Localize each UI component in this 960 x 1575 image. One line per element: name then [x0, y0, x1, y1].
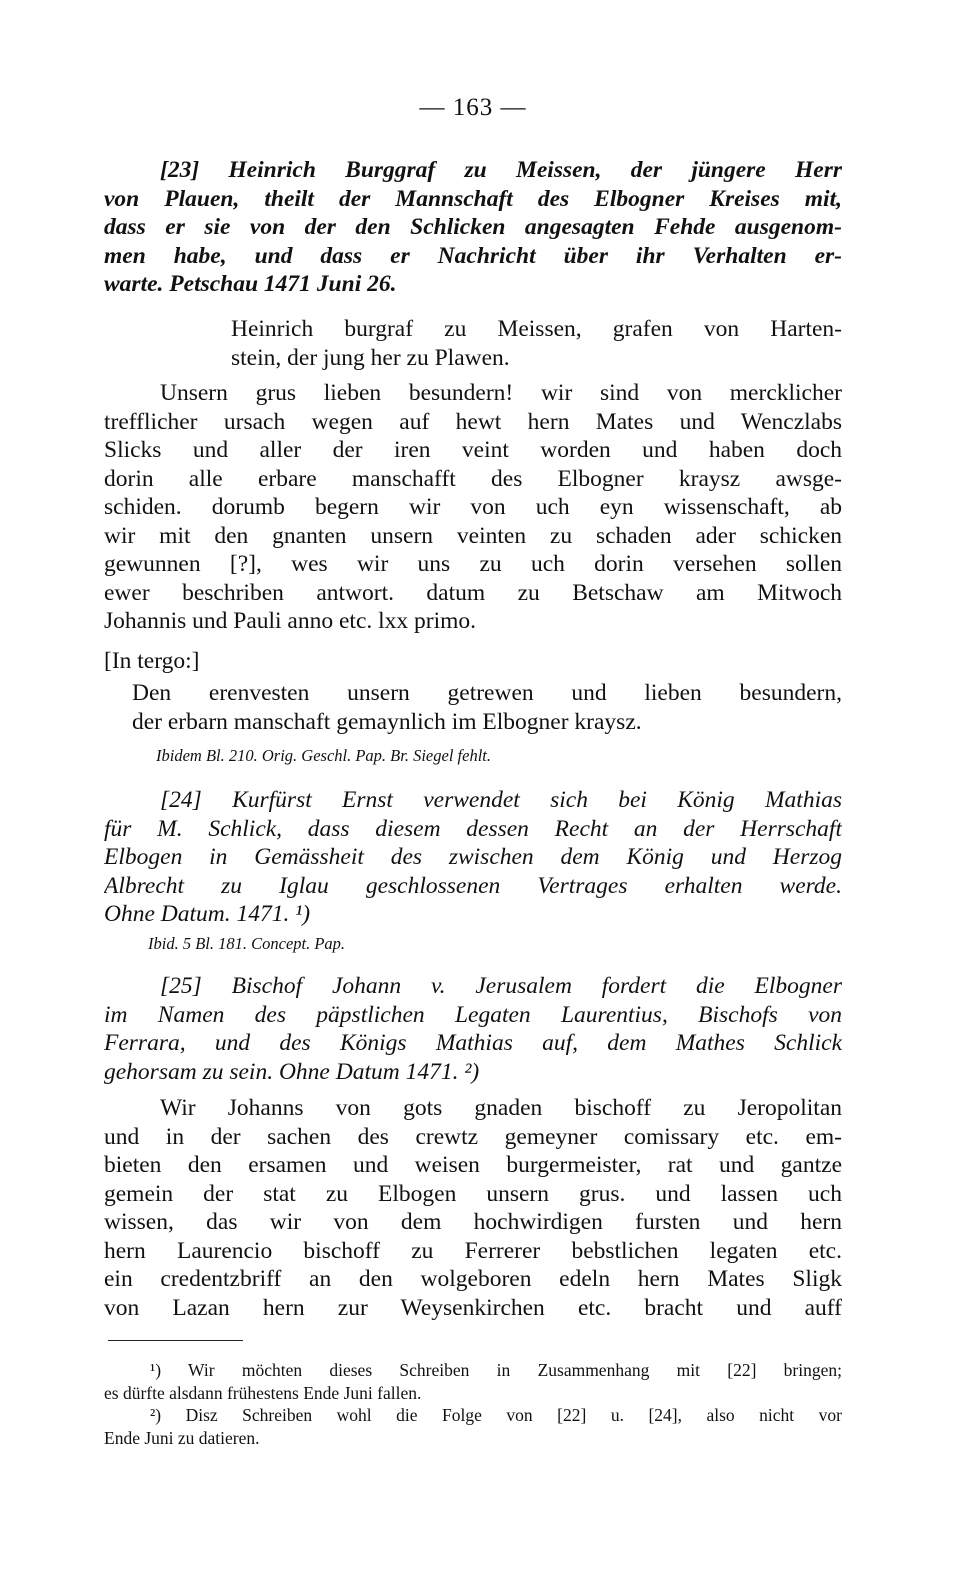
doc23-body-line: gewunnen [?], wes wir uns zu uch dorin versehen sollen	[104, 551, 842, 577]
doc24-heading-line: [24] Kurfürst Ernst verwendet sich bei König Mathias	[160, 787, 842, 813]
doc23-body-line: treffliсher ursach wegen auf hewt hern Mates und Wenczlabs	[104, 408, 842, 435]
doc25-body-line: wissen, das wir von dem hochwirdigen fursten und hern	[104, 1209, 842, 1235]
doc23-heading-line: von Plauen, theilt der Mannschaft des Elbogner Kreises mit,	[104, 185, 842, 212]
doc25-body	[104, 1094, 842, 1322]
footnote-line: Ende Juni zu datieren.	[104, 1427, 260, 1448]
doc23-tergo	[104, 647, 842, 676]
footnote-rule	[108, 1340, 243, 1341]
source-note: Ibidem Bl. 210. Orig. Geschl. Pap. Br. Siegel fehlt.	[156, 746, 491, 765]
page-number: — 163 —	[419, 94, 527, 121]
doc25-body-line: und in der sachen des crewtz gemeyner comissary etc. em-	[104, 1123, 842, 1150]
doc23-body-line: Unsern grus lieben besundern! wir sind von mercklicher	[160, 380, 842, 406]
doc23-sender	[104, 315, 842, 372]
doc25-heading-line: [25] Bischof Johann v. Jerusalem fordert die Elbogner	[160, 973, 842, 999]
footnote-line: ¹) Wir möchten dieses Schreiben in Zusammenhang mit [22] bringen;	[150, 1360, 842, 1380]
doc25-body-line: bieten den ersamen und weisen burgermeister, rat und gantze	[104, 1152, 842, 1178]
footnotes	[104, 1359, 842, 1449]
doc24-source	[104, 933, 886, 955]
doc24-heading-line: für M. Schlick, dass diesem dessen Recht an der Herrschaft	[104, 815, 842, 842]
tergo-label: [In tergo:]	[104, 648, 200, 674]
doc23-heading-line: dass er sie von der den Schlicken angesagten Fehde ausgenom-	[104, 214, 842, 240]
doc25-body-line: Wir Johanns von gots gnaden bischoff zu Jeropolitan	[160, 1095, 842, 1121]
doc23-sender-line: stein, der jung her zu Plawen.	[231, 344, 510, 371]
doc23-address	[104, 679, 842, 736]
doc24-heading-line: Elbogen in Gemässheit des zwischen dem König und Herzog	[104, 844, 842, 870]
doc23-body	[104, 379, 842, 636]
source-note: Ibid. 5 Bl. 181. Concept. Pap.	[148, 934, 346, 953]
doc24-heading	[104, 786, 842, 929]
doc23-body-line: Slicks und aller der iren veint worden und haben doch	[104, 437, 842, 463]
doc23-body-line: ewer beschriben antwort. datum zu Betschaw am Mitwoch	[104, 579, 842, 606]
doc24-heading-line: Albrecht zu Iglau geschlossenen Vertrages erhalten werde.	[104, 872, 842, 899]
doc25-heading-line: gehorsam zu sein. Ohne Datum 1471. ²)	[104, 1058, 480, 1085]
doc23-body-line: dorin alle erbare manschafft des Elbogner kraysz awsge-	[104, 465, 842, 492]
doc24-heading-line: Ohne Datum. 1471. ¹)	[104, 901, 311, 927]
doc25-body-line: gemein der stat zu Elbogen unsern grus. und lassen uch	[104, 1180, 842, 1207]
doc23-sender-line: Heinrich burgraf zu Meissen, grafen von Harten-	[231, 316, 842, 342]
doc25-body-line: von Lazan hern zur Weysenkirchen etc. bracht und auff	[104, 1294, 842, 1321]
doc23-heading-line: men habe, und dass er Nachricht über ihr Verhalten er-	[104, 242, 842, 269]
doc23-body-line: Johannis und Pauli anno etc. lxx primo.	[104, 608, 477, 634]
doc23-heading-line: [23] Heinrich Burggraf zu Meissen, der jüngere Herr	[160, 157, 842, 183]
doc25-heading	[104, 972, 842, 1086]
footnote-line: ²) Disz Schreiben wohl die Folge von [22] u. [24], also nicht vor	[150, 1405, 842, 1425]
doc23-heading	[104, 156, 842, 299]
doc23-address-line: Den erenvesten unsern getrewen und lieben besundern,	[132, 680, 842, 706]
doc23-source	[104, 745, 894, 767]
doc25-heading-line: im Namen des päpstlichen Legaten Laurentius, Bischofs von	[104, 1001, 842, 1028]
footnote-line: es dürfte alsdann frühestens Ende Juni fallen.	[104, 1382, 422, 1403]
doc23-address-line: der erbarn manschaft gemaynlich im Elbogner kraysz.	[132, 708, 642, 735]
doc23-body-line: wir mit den gnanten unsern veinten zu schaden ader schicken	[104, 522, 842, 549]
doc25-body-line: hern Laurencio bischoff zu Ferrerer bebstlichen legaten etc.	[104, 1237, 842, 1264]
doc25-body-line: ein credentzbriff an den wolgeboren edeln hern Mates Sligk	[104, 1266, 842, 1292]
doc23-body-line: schiden. dorumb begern wir von uch eyn wissenschaft, ab	[104, 494, 842, 520]
doc23-heading-line: warte. Petschau 1471 Juni 26.	[104, 271, 397, 297]
doc25-heading-line: Ferrara, und des Königs Mathias auf, dem Mathes Schlick	[104, 1030, 842, 1056]
